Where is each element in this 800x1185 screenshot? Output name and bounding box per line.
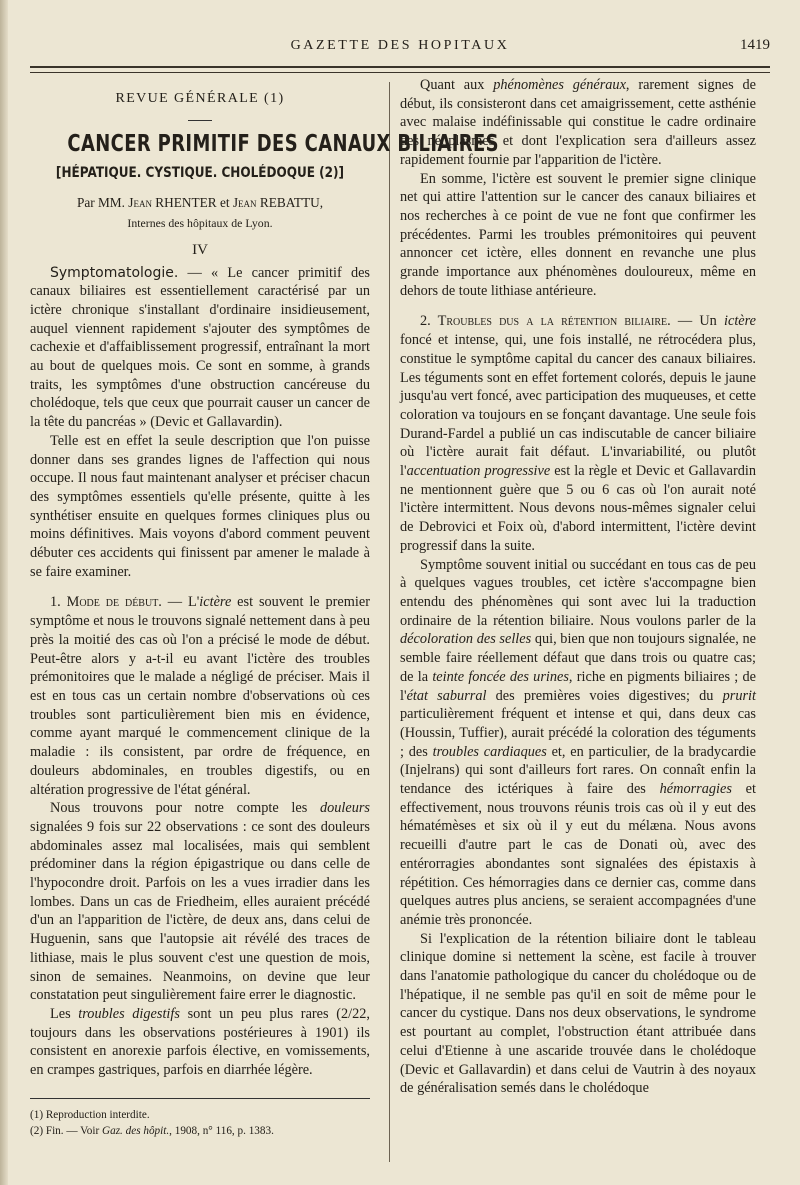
paragraph-text: particulièrement fréquent et intense et qui, dans deux cas (Houssin, Tuffier), aurait précédé la coloration des téguments ; des: [400, 706, 756, 760]
paragraph-text: qui, bien que non toujours signalée, ne semble faire réellement défaut que dans trois ou quatre cas; de la: [400, 631, 756, 685]
part-number: IV: [192, 241, 208, 258]
author1-last: RHENTER: [155, 195, 217, 211]
paragraph-text: Quant aux: [420, 77, 494, 93]
emphasis: état saburral: [406, 687, 487, 704]
article-subtitle: [HÉPATIQUE. CYSTIQUE. CHOLÉDOQUE (2)]: [55, 164, 345, 181]
paragraph: [400, 76, 756, 170]
paragraph: [30, 593, 370, 799]
emphasis: ictère: [724, 313, 757, 330]
paragraph-text: foncé et intense, qui, une fois installé, ne rétrocédera plus, constitue le symptôme capital du cancer des canaux biliaires. Les téguments sont en effet fortement colorés, depuis le jaune jusqu'au vert foncé, avec participation des muqueuses, et cette coloration va toujours en se fonçant davantage. Une seule fois Durand-Fardel a publié un cas indiscutable de cancer biliaire où l'ictère aurait fait défaut. L'invariabilité, ou plutôt l': [400, 332, 756, 480]
author2-last: REBATTU,: [259, 195, 324, 211]
paragraph-text: et effectivement, nous trouvons réunis trois cas où il y eut des hématémèses et six où il y eut du mélæna. Nous avons recueilli d'autre part le cas de Donati où, avec des entérorragies abondantes sont signalées des épistaxis à répétition. Ces hémorragies dans ce dernier cas, comme dans quelques autres plus anciens, se seraient accompagnées d'une anémie très prononcée.: [400, 781, 756, 928]
paragraph: [30, 264, 370, 432]
journal-title: GAZETTE DES HOPITAUX: [290, 38, 510, 53]
paragraph: Telle est en effet la seule description que l'on puisse donner dans ses grandes lignes de l'affection qui nous occupe. Il nous faut maintenant analyser et préciser chacun des symptômes essentiels qu'elle présente, quitte à les synthétiser ensuite en quelques formes cliniques plus ou moins définitives. Mais voyons d'abord comment peuvent débuter ces accidents qui finissent par amener le malade à se faire examiner.: [30, 432, 370, 580]
paragraph-text: Nous trouvons pour notre compte les: [50, 800, 320, 817]
footnote-1: (1) Reproduction interdite.: [30, 1108, 150, 1121]
authors-prefix: Par MM.: [76, 195, 125, 211]
section-label: REVUE GÉNÉRALE (1): [115, 91, 285, 106]
emphasis: hémorragies: [659, 781, 732, 798]
section-heading: Symptomatologie.: [50, 264, 179, 281]
paragraph-text: et, en particulier, de la bradycardie (Injelrans) qui sont d'ailleurs fort rares. On connaît enfin la tendance des ictériques à faire des: [400, 743, 756, 798]
page-spine-shadow: [0, 0, 8, 1185]
paragraph-text: , riche en pigments biliaires ; de l': [400, 668, 756, 704]
paragraph: Si l'explication de la rétention biliaire dont le tableau clinique domine si nettement la scène, est facile à trouver dans l'anatomie pathologique du cancer du cholédoque ou de l'hépatique, il ne semble pas qu'il en soit de même pour le cancer du cystique. Dans nos deux observations, le syndrome est pourtant au complet, l'obstruction étant attribuée dans celui d'Etienne à une ascaride trouvée dans le cholédoque (Devic et Gallavardin) et dans celui de Vautrin à des noyaux de généralisation semés dans le cholédoque: [400, 930, 756, 1097]
right-column: [400, 76, 756, 1098]
subsection-heading: 1. Mode de début.: [50, 594, 162, 611]
subsection-heading: 2. Troubles dus a la rétention biliaire.: [420, 313, 671, 330]
emphasis: troubles cardiaques: [432, 743, 547, 760]
author-line: [30, 194, 370, 213]
header-rule-thick: [30, 66, 770, 68]
paragraph-text: — L': [161, 594, 200, 611]
title-rule: [188, 120, 212, 121]
authors-conjunction: et: [219, 195, 230, 211]
emphasis: décoloration des selles: [400, 631, 532, 648]
emphasis: phénomènes généraux: [493, 77, 626, 93]
paragraph: [400, 312, 756, 555]
emphasis: teinte foncée des urines: [432, 668, 569, 685]
column-divider: [389, 82, 390, 1162]
footnote-rule: [30, 1098, 370, 1099]
header-rule-thin: [30, 72, 770, 73]
paragraph: [400, 556, 756, 930]
paragraph-text: — Un: [670, 313, 724, 330]
emphasis: ictère: [199, 594, 232, 611]
affiliation: Internes des hôpitaux de Lyon.: [127, 216, 273, 231]
running-header: [30, 36, 770, 58]
emphasis: prurit: [722, 687, 756, 704]
paragraph-text: Symptôme souvent initial ou succédant en tous cas de peu à quelques vagues troubles, cet ictère s'accompagne bien entendu des phénomènes qui sont avec lui la traduction ordinaire de la rétention biliaire. Nous voulons parler de la: [400, 556, 756, 629]
page-number: 1419: [740, 37, 770, 53]
article-title: CANCER PRIMITIF DES CANAUX BILIAIRES: [67, 130, 499, 157]
paragraph-text: est la règle et Devic et Gallavardin ne mentionnent guère que 5 ou 6 cas où l'on aurait noté l'ictère intermittent. Nous devons nous-mêmes signaler celui de Debrovici et Foix où, d'abord intermittent, l'ictère devint progressif dans la suite.: [400, 463, 756, 554]
author2-first: Jean: [232, 195, 257, 211]
emphasis: accentuation progressive: [406, 463, 551, 480]
paragraph: En somme, l'ictère est souvent le premier signe clinique net qui attire l'attention sur le cancer des canaux biliaires et nos recherches à ce point de vue ne font que confirmer les précédentes. Parmi les troubles prémonitoires qui peuvent annoncer cet ictère, elles donnent en revanche une plus grande importance aux phénomènes douloureux, même en dehors de toute lithiase antérieure.: [400, 170, 756, 299]
author1-first: Jean: [128, 195, 152, 211]
paragraph-text: des premières voies digestives; du: [486, 687, 723, 704]
emphasis: troubles digestifs: [78, 1005, 180, 1022]
paragraph-text: , rarement signes de début, ils consisteront dans cet amaigrissement, cette asthénie avec malaise indéfinissable qui constitue le cadre ordinaire des néoplasmes et dont l'explication sera d'ailleurs assez rapidement fournie par l'apparition de l'ictère.: [400, 77, 756, 168]
paragraph: [30, 1005, 370, 1080]
paragraph-text: Les: [50, 1005, 79, 1022]
paragraph-text: est souvent le premier symptôme et nous le trouvons signalé nettement dans à peu près la moitié des cas où l'on a précisé le mode de début. Peut-être alors y a-t-il eu avant l'ictère des troubles prémonitoires que le malade a négligé de préciser. Mais il est en tous cas un certain nombre d'observations où ces troubles sont particulièrement bien mis en évidence, comme ayant marqué le commencement clinique de la maladie : ils consistent, par ordre de fréquence, en douleurs abdominales, en troubles digestifs, ou en altération progressive de l'état général.: [30, 594, 370, 798]
paragraph: [30, 799, 370, 1005]
footnote-text: , 1908, n° 116, p. 1383.: [169, 1124, 274, 1137]
footnote-text: (2) Fin. — Voir: [30, 1124, 103, 1137]
emphasis: douleurs: [319, 800, 370, 817]
paragraph-text: — « Le cancer primitif des canaux biliaires est essentiellement caractérisé par un ictère chronique s'installant d'ordinaire insidieusement, auquel viennent rapidement s'ajouter des symptômes de cachexie et d'affaiblissement progressif, entraînant la mort au bout de quelques mois. Ce sont en somme, à grands traits, les symptômes d'une obstruction cancéreuse du cholédoque, tels que ceux que pourrait causer un cancer de la tête du pancréas » (Devic et Gallavardin).: [30, 264, 370, 431]
emphasis: Gaz. des hôpit.: [102, 1124, 170, 1137]
paragraph-text: signalées 9 fois sur 22 observations : ce sont des douleurs abdominales assez mal localisées, mais qui semblent prédominer dans la région épigastrique ou dans celle de l'hypocondre droit. Parfois on les a vues irradier dans les lombes. Dans un cas de Friedheim, elles auraient précédé d'un an l'apparition de l'ictère, de deux ans, dans celui de Huguenin, sans que l'autopsie ait révélé des traces de lithiase, mais le plus souvent c'est une question de mois, sinon de semaines. Neanmoins, on devine que leur constatation peut singulièrement faire errer le diagnostic.: [30, 818, 370, 1004]
footnote-2: [30, 1123, 370, 1139]
paragraph-text: sont un peu plus rares (2/22, toujours dans les observations postérieures à 1901) ils consistent en anorexie parfois élective, en vomissements, en crampes gastriques, parfois en diarrhée légère.: [30, 1005, 370, 1079]
